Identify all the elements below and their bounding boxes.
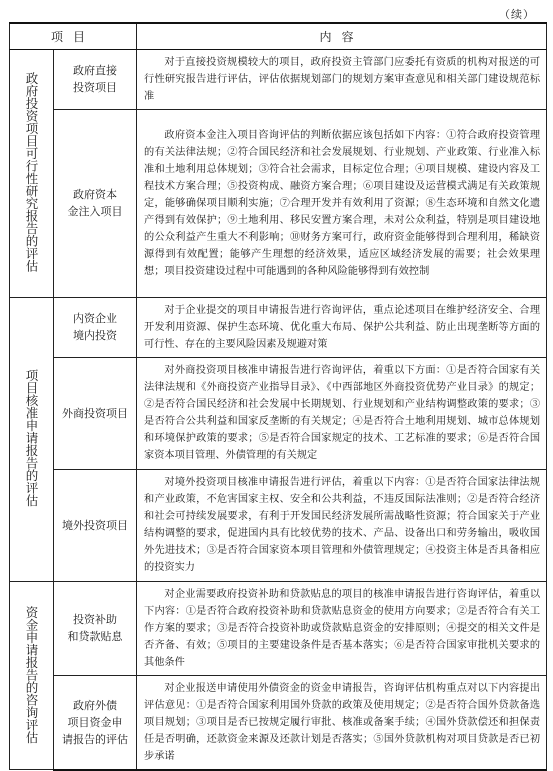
header-project: 项目 — [10, 23, 137, 49]
table-header-row — [10, 23, 547, 49]
subcategory-label: 政府资本 金注入项目 — [67, 188, 123, 218]
subcategory-label: 内资企业 境内投资 — [73, 312, 117, 342]
subcategory-cell — [54, 357, 137, 469]
continued-label: （续） — [499, 8, 535, 21]
subcategory-label: 政府直接 投资项目 — [73, 64, 117, 94]
category-label: 政府投资项目可行性研究报告的评估 — [24, 72, 39, 272]
subcategory-label: 投资补助 和贷款贴息 — [67, 613, 123, 643]
content-cell: 对境外投资项目核准申请报告进行评估，着重以下内容：①是否符合国家法律法规和产业政策，不危害国家主权、安全和公共利益，不违反国际法准则；②是否符合经济和社会可持续发展要求，有利于开发国民经济发展所需战略性资源；符合国家关于产业结构调整的要求，促进国内具有比较优势的技术、产品、设备出口和劳务输出，吸收国外先进技术；③是否符合国家资本项目管理和外债管理规定；④投资主体是否具备相应的投资实力 — [137, 469, 547, 581]
table-row — [10, 469, 547, 581]
subcategory-label: 境外投资项目 — [62, 518, 128, 532]
table-row — [10, 581, 547, 675]
evaluation-table — [9, 22, 547, 771]
category-cell — [10, 581, 54, 770]
table-row — [10, 109, 547, 297]
content-cell: 对于直接投资规模较大的项目，政府投资主管部门应委托有资质的机构对报送的可行性研究报告进行评估，评估依据规划部门的规划方案审查意见和相关部门建设规范标准 — [137, 49, 547, 109]
subcategory-cell — [54, 49, 137, 109]
table-row — [10, 49, 547, 109]
subcategory-label: 政府外债 项目资金申 请报告的评估 — [62, 698, 128, 746]
content-cell: 对外商投资项目核准申请报告进行咨询评估，着重以下方面：①是否符合国家有关法律法规和《外商投资产业指导目录》、《中西部地区外商投资优势产业目录》的规定；②是否符合国民经济和社会发展中长期规划、行业规划和产业结构调整政策的要求；③是否符合公共利益和国家反垄断的有关规定；④是否符合土地利用规划、城市总体规划和环境保护政策的要求；⑤是否符合国家规定的技术、工艺标准的要求；⑥是否符合国家资本项目管理、外债管理的有关规定 — [137, 357, 547, 469]
table-row — [10, 297, 547, 357]
subcategory-cell — [54, 297, 137, 357]
subcategory-label: 外商投资项目 — [62, 406, 128, 420]
table-row — [10, 675, 547, 770]
subcategory-cell — [54, 675, 137, 770]
subcategory-cell — [54, 581, 137, 675]
table-row — [10, 357, 547, 469]
category-cell — [10, 297, 54, 581]
content-cell: 政府资本金注入项目咨询评估的判断依据应该包括如下内容：①符合政府投资管理的有关法律法规；②符合国民经济和社会发展规划、行业规划、产业政策、行业准入标准和土地利用总体规划；③符合社会需求，目标定位合理；④项目规模、建设内容及工程技术方案合理；⑤投资构成、融资方案合理；⑥项目建设及运营模式满足有关政策规定，能够确保项目顺利实施；⑦合理开发并有效利用了资源；⑧生态环境和自然文化遗产得到有效保护；⑨土地利用、移民安置方案合理，未对公众利益，特别是项目建设地的公众利益产生重大不利影响；⑩财务方案可行，政府资金能够得到合理利用，稀缺资源得到有效配置；能够产生理想的经济效果，适应区域经济发展的需要；社会效果理想；项目投资建设过程中可能遇到的各种风险能够得到有效控制 — [137, 109, 547, 297]
content-cell: 对企业报送申请使用外债资金的资金申请报告，咨询评估机构重点对以下内容提出评估意见：①是否符合国家利用国外贷款的政策及使用规定；②是否符合国外贷款备选项目规划；③项目是否已按规定履行审批、核准或备案手续；④国外贷款偿还和担保责任是否明确，还款资金来源及还款计划是否落实；⑤国外贷款机构对项目贷款是否已初步承诺 — [137, 675, 547, 770]
category-label: 资金申请报告的咨询评估 — [24, 605, 39, 743]
header-content: 内容 — [137, 23, 547, 49]
content-cell: 对于企业提交的项目申请报告进行咨询评估，重点论述项目在维护经济安全、合理开发利用资源、保护生态环境、优化重大布局、保护公共利益、防止出现垄断等方面的可行性、存在的主要风险因素及规避对策 — [137, 297, 547, 357]
category-cell — [10, 49, 54, 297]
category-label: 项目核准申请报告的评估 — [24, 369, 39, 507]
subcategory-cell — [54, 109, 137, 297]
content-cell: 对企业需要政府投资补助和贷款贴息的项目的核准申请报告进行咨询评估，着重以下内容：①是否符合政府投资补助和贷款贴息资金的使用方向要求；②是否符合有关工作方案的要求；③是否符合投资补助或贷款贴息资金的安排原则；④提交的相关文件是否齐备、有效；⑤项目的主要建设条件是否基本落实；⑥是否符合国家审批机关要求的其他条件 — [137, 581, 547, 675]
subcategory-cell — [54, 469, 137, 581]
